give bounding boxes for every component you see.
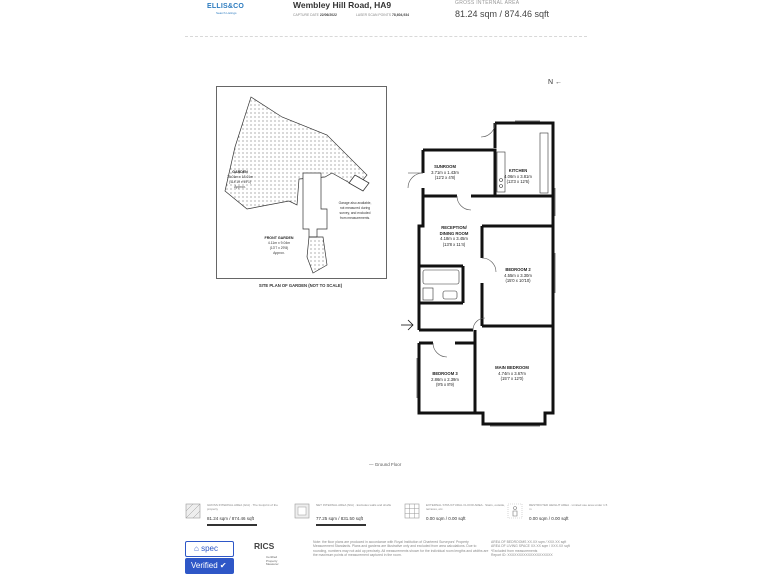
- room-main-bedroom: MAIN BEDROOM 4.74m x 3.67m (15'7 x 12'0): [495, 365, 529, 381]
- net-area-icon: [294, 503, 310, 519]
- floor-label: — Ground Floor: [369, 462, 402, 467]
- garden-dims-imperial: (114'10 x 49'1): [229, 180, 251, 184]
- entrance-arrow-icon: [401, 320, 413, 330]
- stat-gia-title: GROSS INTERNAL AREA (GIA) · The footprint of the property: [207, 503, 278, 511]
- front-garden-area: [307, 237, 327, 273]
- stat-restricted: [507, 503, 523, 524]
- disclaimer-text: Note: the floor plans are produced in accordance with Royal Institution of Chartered Surveyors' Property Measurement Standards. Plans and gardens are illustrative only and excluded from area calculations. Due to rounding, numbers may not add up precisely. All measurements shown for the individual room lengths and widths are the maximum points of measurement captured in the room.: [313, 540, 489, 558]
- site-plan: [216, 86, 387, 279]
- gia-value: 81.24 sqm / 874.46 sqft: [455, 9, 550, 19]
- stat-gia-value: 81.24 sqm / 874.46 sqft: [207, 516, 255, 521]
- north-arrow-icon: N ←: [548, 79, 563, 86]
- brand-logo: ELLIS&CO: [207, 3, 244, 10]
- room-bedroom-3: BEDROOM 3 2.86m x 2.39m (9'5 x 8'9): [431, 371, 459, 387]
- rics-certification: Certified Property Measurer: [266, 555, 279, 566]
- laser-scan-points: LASER SCAN POINTS 78,604,934: [356, 13, 409, 17]
- front-garden-approx: Approx.: [273, 251, 285, 255]
- house-footprint: [303, 173, 327, 237]
- room-reception: RECEPTION/ DINING ROOM 4.18m x 3.45m (13'8 x 11'4): [439, 225, 469, 247]
- area-notes: AREA OF BEDROOMS XX.XX sqm / XXX.XX sqft AREA OF LIVING SPACE XX.XX sqm / XXX.XX sqft *Excluded from measurements Report ID: XXXXXXXXXXXXXXXXXXXX: [491, 540, 570, 558]
- stat-nia: [294, 503, 310, 524]
- stat-nia-bar: [316, 524, 366, 526]
- spec-badge: ⌂ spec: [185, 541, 234, 557]
- stat-restricted-title: RESTRICTED HEIGHT AREA · Limited use area under 1.5 m: [529, 503, 608, 511]
- room-sunroom: SUNROOM 3.71m x 1.43m (12'2 x 4'8): [431, 164, 459, 180]
- stat-external: [404, 503, 420, 524]
- verified-badge: Verified ✔: [185, 558, 234, 574]
- area-icon: [185, 503, 201, 519]
- header-divider: [185, 36, 587, 37]
- property-address: Wembley Hill Road, HA9: [293, 0, 392, 10]
- gia-label: GROSS INTERNAL AREA: [455, 0, 520, 6]
- front-garden-label: FRONT GARDEN: [264, 236, 294, 240]
- garage-note-line-1: Garage also available,: [338, 201, 372, 205]
- stat-external-value: 0.00 sqm / 0.00 sqft: [426, 516, 466, 521]
- garage-note-line-2: not measured during: [339, 206, 371, 210]
- stat-nia-title: NET INTERNAL AREA (NIA) · Excludes walls and shafts: [316, 503, 392, 507]
- garage-note-line-3: survey, and excluded: [339, 211, 371, 215]
- rics-logo: RICS: [254, 541, 275, 551]
- site-plan-caption: SITE PLAN OF GARDEN (NOT TO SCALE): [258, 283, 343, 288]
- garden-dims: 35.01m x 18.01m: [226, 175, 254, 179]
- grid-icon: [404, 503, 420, 519]
- room-bedroom-2: BEDROOM 2 4.55m x 3.30m (15'0 x 10'10): [504, 267, 532, 283]
- garden-approx: Approx.: [234, 185, 246, 189]
- toilet-icon: [423, 288, 433, 300]
- bathtub-icon: [423, 270, 459, 284]
- stat-external-title: EXTERNAL STRUCTURAL FLOOR AREA · Stairs, outside, terraces, etc.: [426, 503, 505, 511]
- height-icon: [507, 503, 523, 519]
- reception-walls: [419, 196, 423, 318]
- garden-area: [225, 97, 367, 209]
- capture-date: CAPTURE DATE 22/06/2022: [293, 13, 337, 17]
- room-kitchen: KITCHEN 4.06m x 3.81m (13'3 x 12'6): [504, 168, 532, 184]
- garage-note-line-4: from measurements.: [339, 216, 371, 220]
- stat-gia: [185, 503, 201, 524]
- stat-restricted-value: 0.00 sqm / 0.00 sqft: [529, 516, 569, 521]
- stat-nia-value: 77.25 sqm / 831.50 sqft: [316, 516, 364, 521]
- site-plan-drawing: [217, 87, 386, 278]
- front-garden-dims-imperial: (13'7 x 29'8): [269, 246, 289, 250]
- brand-tagline: Search Listings: [216, 11, 237, 15]
- stat-gia-bar: [207, 524, 257, 526]
- garden-label: GARDEN: [232, 170, 248, 174]
- sink-icon: [443, 291, 457, 299]
- front-garden-dims: 4.11m x 9.04m: [267, 241, 291, 245]
